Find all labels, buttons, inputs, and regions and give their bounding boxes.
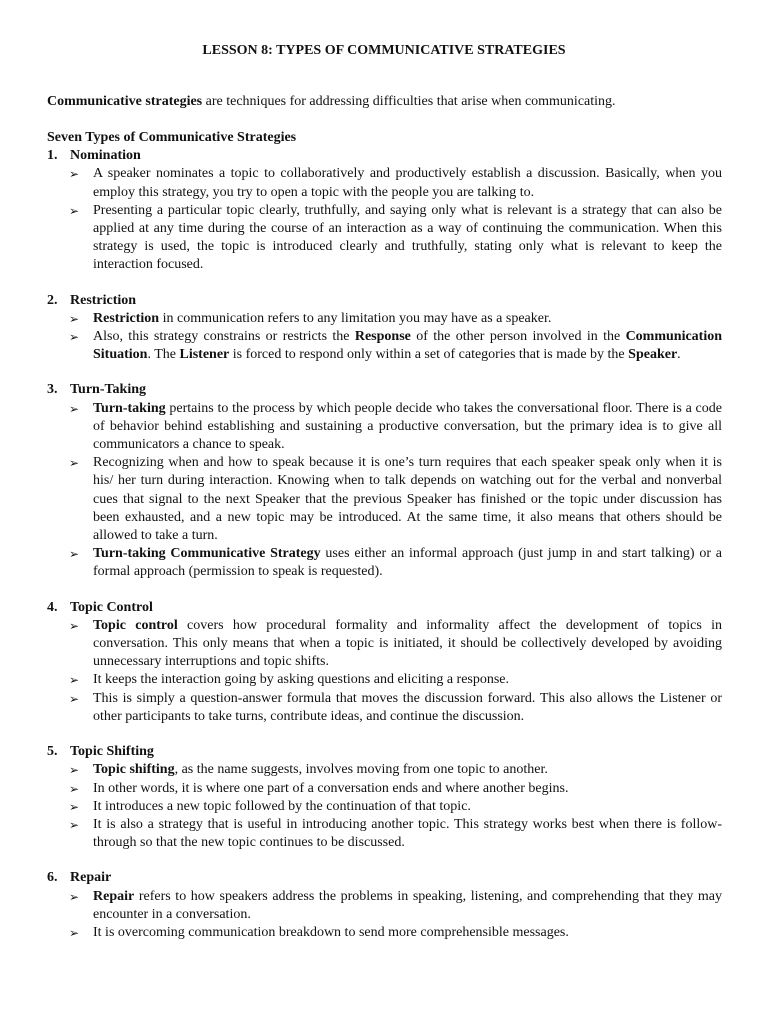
arrow-bullet-icon: ➢	[69, 311, 80, 326]
strategy-title: Nomination	[70, 148, 141, 164]
bullet-item	[69, 202, 722, 275]
strategies-content	[47, 129, 722, 959]
bullet-list	[47, 310, 722, 365]
bullet-item	[69, 617, 722, 672]
bullet-text: , as the name suggests, involves moving from one topic to another.	[174, 762, 548, 778]
bullet-list	[47, 888, 722, 943]
bullet-text: . The	[147, 347, 180, 363]
arrow-bullet-icon: ➢	[69, 401, 80, 416]
bullet-item	[69, 780, 722, 798]
strategy-heading	[47, 292, 722, 310]
bullet-text: uses either an informal approach (just jump in and start talking) or a formal approach (permission to speak is requested).	[93, 546, 722, 580]
bullet-text: It is overcoming communication breakdown to send more comprehensible messages.	[93, 924, 569, 940]
arrow-bullet-icon: ➢	[69, 763, 80, 778]
arrow-bullet-icon: ➢	[69, 167, 80, 182]
bullet-text: covers how procedural formality and informality affect the development of topics in conversation. This only means that when a topic is initiated, it should be collectively developed by avoiding unnecessary interruptions and topic shifts.	[93, 617, 722, 670]
bullet-item	[69, 924, 722, 942]
strategy-title: Restriction	[70, 292, 137, 308]
bold-term: Response	[354, 329, 411, 345]
strategy-number: 4.	[47, 599, 58, 615]
strategy-heading	[47, 381, 722, 399]
strategy-item	[47, 292, 722, 365]
intro-text: are techniques for addressing difficulties that arise when communicating.	[202, 94, 616, 109]
arrow-bullet-icon: ➢	[69, 456, 80, 471]
strategy-heading	[47, 743, 722, 761]
bold-term: Communication Situation	[93, 329, 723, 363]
arrow-bullet-icon: ➢	[69, 817, 80, 832]
bullet-text: It is also a strategy that is useful in introducing another topic. This strategy works best when there is follow-through so that the new topic continues to be discussed.	[93, 816, 722, 851]
strategy-list	[47, 147, 722, 942]
bullet-text: .	[677, 347, 681, 363]
bullet-item	[69, 454, 722, 545]
page-title: LESSON 8: TYPES OF COMMUNICATIVE STRATEGIES	[202, 43, 566, 58]
bullet-item	[69, 328, 722, 364]
arrow-bullet-icon: ➢	[69, 799, 80, 814]
arrow-bullet-icon: ➢	[69, 203, 80, 218]
strategy-number: 3.	[47, 382, 58, 398]
strategy-number: 6.	[47, 870, 58, 886]
bullet-item	[69, 671, 722, 689]
bullet-item	[69, 310, 722, 328]
strategy-number: 2.	[47, 292, 58, 308]
bold-term: Turn-taking Communicative Strategy	[93, 546, 321, 562]
bullet-item	[69, 816, 722, 852]
strategy-title: Repair	[70, 870, 112, 886]
bullet-text: pertains to the process by which people decide who takes the conversational floor. There is a code of behavior behind establishing and sustaining a productive conversation, but the primary idea is to give all communicators a chance to speak.	[93, 400, 722, 453]
bullet-text: This is simply a question-answer formula that moves the discussion forward. This also allows the Listener or other participants to take turns, contribute ideas, and continue the discussion.	[93, 690, 722, 724]
bold-term: Restriction	[93, 310, 160, 326]
bullet-list	[47, 165, 722, 274]
arrow-bullet-icon: ➢	[69, 673, 80, 688]
arrow-bullet-icon: ➢	[69, 691, 80, 706]
bold-term: Speaker	[628, 347, 678, 363]
bullet-item	[69, 165, 722, 201]
bullet-text: Also, this strategy constrains or restricts the	[93, 329, 355, 345]
bullet-text: A speaker nominates a topic to collaboratively and productively establish a discussion. Basically, when you employ this strategy, you try to open a topic with the people you are talking to.	[93, 166, 722, 200]
arrow-bullet-icon: ➢	[69, 547, 80, 562]
bullet-text: refers to how speakers address the problems in speaking, listening, and comprehending that they may encounter in a conversation.	[93, 888, 722, 922]
bullet-item	[69, 400, 722, 455]
bold-term: Repair	[93, 888, 135, 904]
bullet-list	[47, 400, 722, 582]
strategy-heading	[47, 147, 722, 165]
arrow-bullet-icon: ➢	[69, 889, 80, 904]
bullet-text: It introduces a new topic followed by the continuation of that topic.	[93, 798, 471, 814]
arrow-bullet-icon: ➢	[69, 330, 80, 345]
bullet-text: is forced to respond only within a set of categories that is made by the	[229, 347, 629, 363]
bullet-text: It keeps the interaction going by asking questions and eliciting a response.	[93, 672, 510, 688]
strategy-title: Topic Control	[70, 599, 153, 615]
strategy-heading	[47, 869, 722, 887]
strategy-item	[47, 599, 722, 726]
bullet-text: Recognizing when and how to speak because it is one’s turn requires that each speaker speak only when it is his/ her turn during interaction. Knowing when to talk depends on watching out for the verbal and nonverbal cues that signal to the next Speaker that the previous Speaker has finished or the topic under discussion has been exhausted, and a new topic may be introduced. At the same time, it also means that others should be allowed to take a turn.	[93, 455, 722, 544]
bullet-list	[47, 617, 722, 726]
bullet-item	[69, 888, 722, 924]
bullet-item	[69, 545, 722, 581]
strategy-item	[47, 381, 722, 581]
bullet-text: In other words, it is where one part of a conversation ends and where another begins.	[93, 780, 569, 796]
section-heading: Seven Types of Communicative Strategies	[47, 130, 297, 145]
bullet-text: Presenting a particular topic clearly, truthfully, and saying only what is relevant is a strategy that can also be applied at any time during the course of an interaction as a way of continuing the communication. When this strategy is used, the topic is introduced clearly and truthfully, stating only what is relevant to keep the interaction focused.	[93, 202, 722, 273]
intro-term: Communicative strategies	[47, 94, 203, 109]
bullet-item	[69, 761, 722, 779]
bold-term: Topic control	[93, 617, 178, 633]
bullet-item	[69, 690, 722, 726]
bullet-item	[69, 798, 722, 816]
strategy-heading	[47, 599, 722, 617]
strategy-number: 5.	[47, 744, 58, 760]
bold-term: Listener	[179, 347, 230, 363]
strategy-title: Topic Shifting	[70, 744, 154, 760]
bullet-text: in communication refers to any limitation you may have as a speaker.	[159, 310, 552, 326]
bold-term: Turn-taking	[93, 400, 166, 416]
strategy-title: Turn-Taking	[70, 382, 147, 398]
strategy-number: 1.	[47, 148, 58, 164]
arrow-bullet-icon: ➢	[69, 618, 80, 633]
arrow-bullet-icon: ➢	[69, 781, 80, 796]
strategy-item	[47, 147, 722, 274]
bullet-text: of the other person involved in the	[410, 329, 626, 345]
strategy-item	[47, 869, 722, 942]
intro-paragraph	[47, 93, 727, 111]
arrow-bullet-icon: ➢	[69, 925, 80, 940]
bullet-list	[47, 761, 722, 852]
bold-term: Topic shifting	[93, 762, 175, 778]
strategy-item	[47, 743, 722, 852]
